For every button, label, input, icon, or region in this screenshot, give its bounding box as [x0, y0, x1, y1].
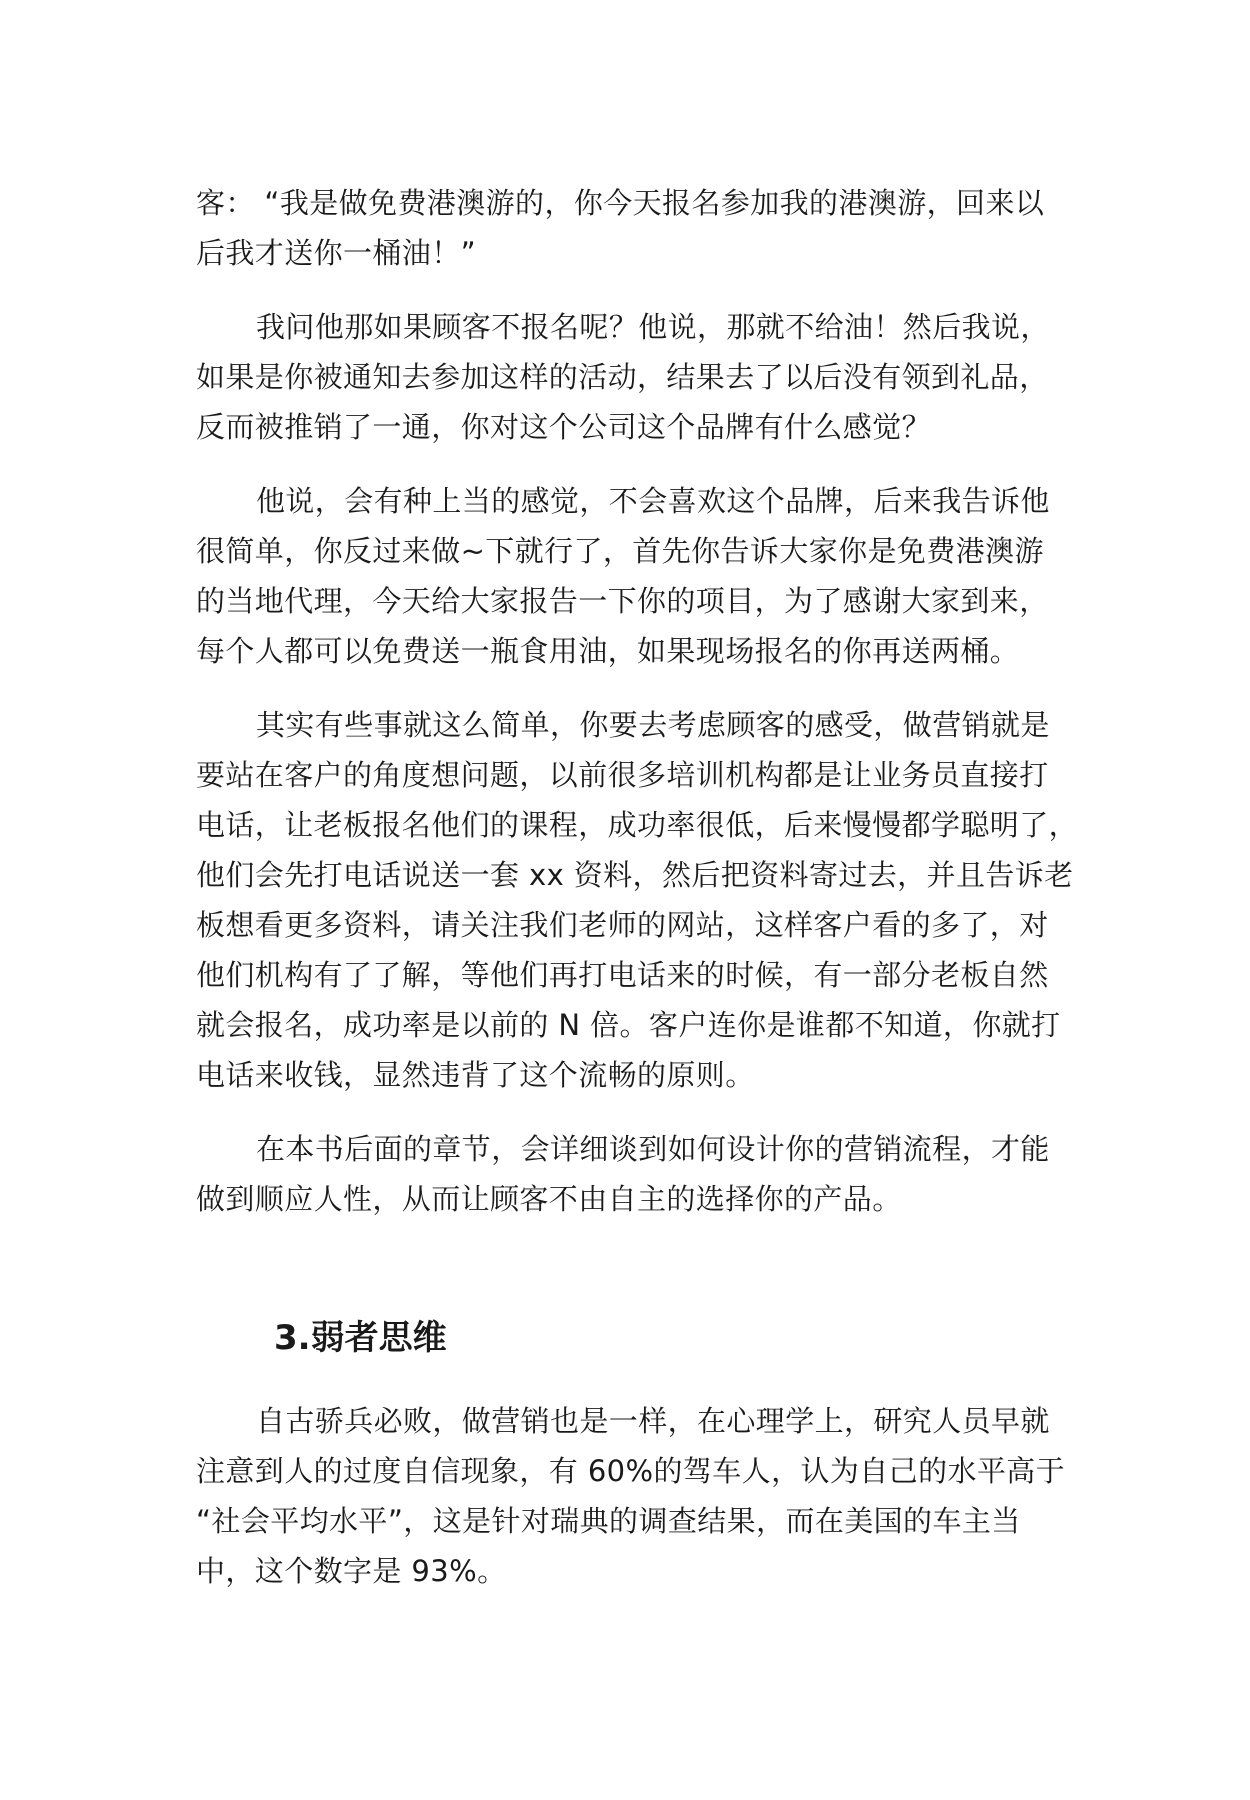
text-line: 电话，让老板报名他们的课程，成功率很低，后来慢慢都学聪明了，	[196, 808, 1079, 842]
text-line: 他们会先打电话说送一套 xx 资料，然后把资料寄过去，并且告诉老	[196, 858, 1074, 892]
body-text-bottom	[196, 1396, 1076, 1620]
text-line: 自古骄兵必败，做营销也是一样，在心理学上，研究人员早就	[256, 1404, 1050, 1438]
text-line: 每个人都可以免费送一瓶食用油，如果现场报名的你再送两桶。	[196, 634, 1020, 668]
text-line: 我问他那如果顾客不报名呢？他说，那就不给油！然后我说，	[256, 310, 1050, 344]
body-text-top	[196, 178, 1079, 1248]
text-line: 电话来收钱，显然违背了这个流畅的原则。	[196, 1058, 755, 1092]
text-line: 在本书后面的章节，会详细谈到如何设计你的营销流程，才能	[256, 1132, 1050, 1166]
text-line: “社会平均水平”，这是针对瑞典的调查结果，而在美国的车主当	[196, 1504, 1021, 1538]
paragraph-6	[196, 1396, 1076, 1596]
paragraph-1	[196, 178, 1076, 278]
text-line: 他说，会有种上当的感觉，不会喜欢这个品牌，后来我告诉他	[256, 484, 1050, 518]
text-line: 注意到人的过度自信现象，有 60%的驾车人，认为自己的水平高于	[196, 1454, 1066, 1488]
text-line: 就会报名，成功率是以前的 N 倍。客户连你是谁都不知道，你就打	[196, 1008, 1061, 1042]
text-line: 后我才送你一桶油！”	[196, 236, 477, 270]
paragraph-3	[196, 476, 1076, 676]
paragraph-4	[196, 700, 1079, 1100]
text-line: 他们机构有了了解，等他们再打电话来的时候，有一部分老板自然	[196, 958, 1049, 992]
text-line: 要站在客户的角度想问题，以前很多培训机构都是让业务员直接打	[196, 758, 1049, 792]
text-line: 板想看更多资料，请关注我们老师的网站，这样客户看的多了，对	[196, 908, 1049, 942]
text-line: 如果是你被通知去参加这样的活动，结果去了以后没有领到礼品，	[196, 360, 1049, 394]
text-line: 其实有些事就这么简单，你要去考虑顾客的感受，做营销就是	[256, 708, 1050, 742]
text-line: 反而被推销了一通，你对这个公司这个品牌有什么感觉？	[196, 410, 932, 444]
text-line: 的当地代理，今天给大家报告一下你的项目，为了感谢大家到来，	[196, 584, 1049, 618]
text-line: 做到顺应人性，从而让顾客不由自主的选择你的产品。	[196, 1182, 902, 1216]
text-line: 中，这个数字是 93%。	[196, 1554, 507, 1588]
paragraph-5	[196, 1124, 1076, 1224]
section-heading: 3.弱者思维	[274, 1318, 447, 1358]
text-line: 客： “我是做免费港澳游的，你今天报名参加我的港澳游，回来以	[196, 186, 1045, 220]
text-line: 很简单，你反过来做~下就行了，首先你告诉大家你是免费港澳游	[196, 534, 1044, 568]
paragraph-2	[196, 302, 1076, 452]
